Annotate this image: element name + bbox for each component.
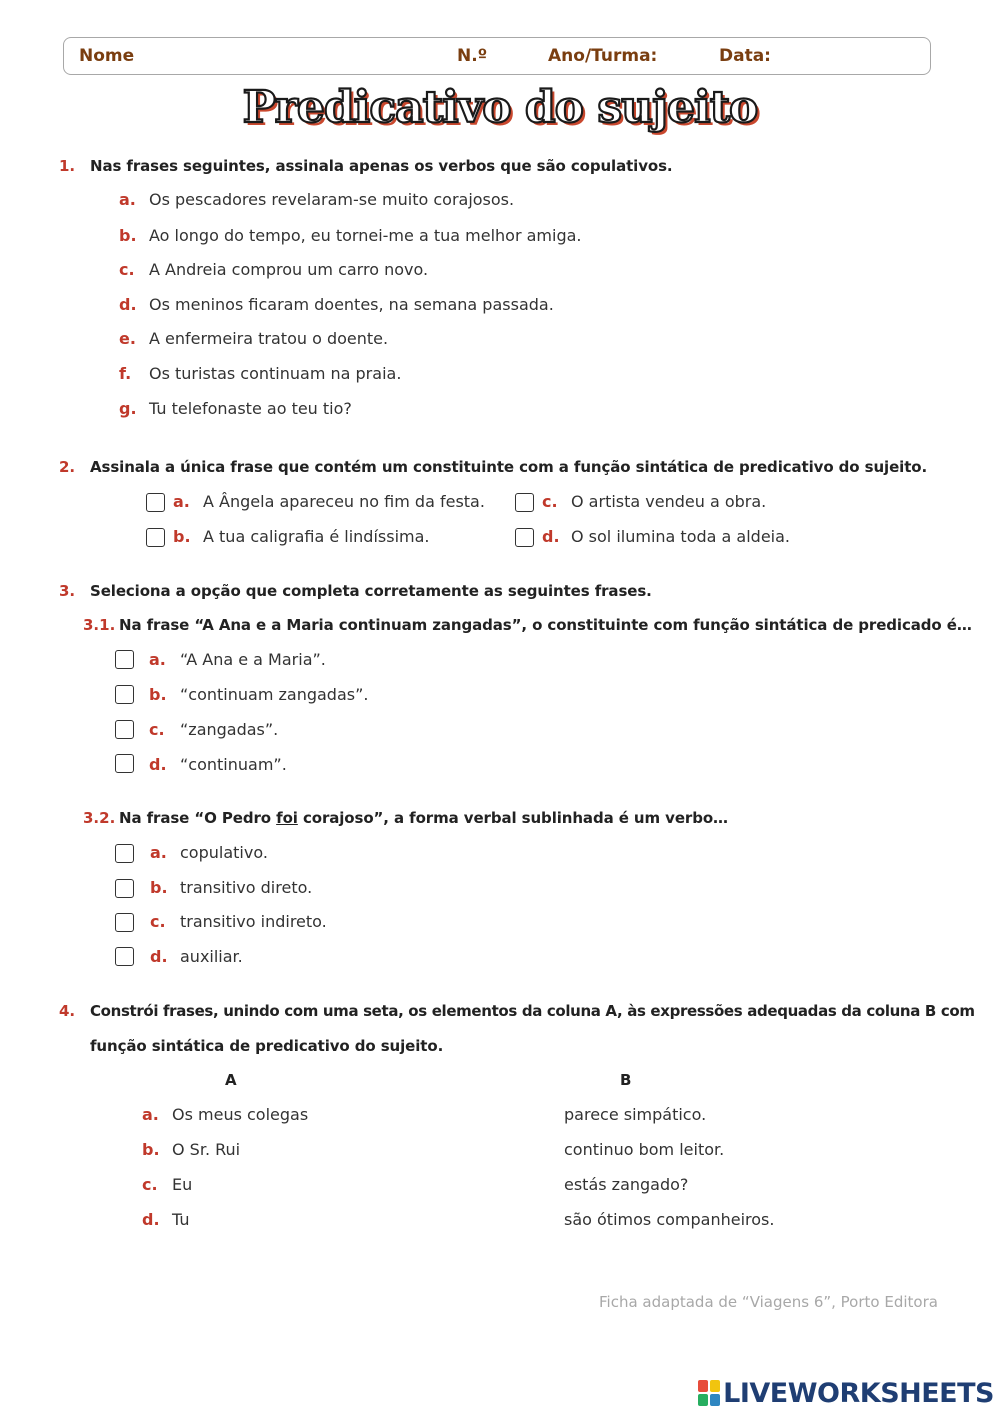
- col-a-item[interactable]: Eu: [172, 1175, 193, 1194]
- col-a-item[interactable]: O Sr. Rui: [172, 1140, 241, 1159]
- q1-item-label: g.: [119, 399, 137, 418]
- q2-number: 2.: [59, 458, 76, 476]
- col-b-item[interactable]: continuo bom leitor.: [564, 1140, 725, 1159]
- q2-option-label: c.: [542, 492, 558, 511]
- col-a-label: b.: [142, 1140, 160, 1159]
- q1-item-label: c.: [119, 260, 135, 279]
- q3-2-text: Na frase “O Pedro foi corajoso”, a forma verbal sublinhada é um verbo…: [119, 809, 728, 827]
- q3-1-option-label: d.: [149, 755, 167, 774]
- source-credit: Ficha adaptada de “Viagens 6”, Porto Editora: [599, 1293, 938, 1311]
- col-b-item[interactable]: estás zangado?: [564, 1175, 689, 1194]
- q3-2-number: 3.2.: [83, 809, 116, 827]
- liveworksheets-logo: [698, 1378, 994, 1408]
- q3-1-checkbox-d[interactable]: [115, 754, 134, 773]
- q2-option-text: O sol ilumina toda a aldeia.: [571, 527, 791, 546]
- q3-1-checkbox-c[interactable]: [115, 720, 134, 739]
- date-label: Data:: [719, 46, 771, 66]
- q3-1-number: 3.1.: [83, 616, 116, 634]
- class-label: Ano/Turma:: [548, 46, 658, 66]
- q2-checkbox-b[interactable]: [146, 528, 165, 547]
- q3-text: Seleciona a opção que completa corretamente as seguintes frases.: [90, 582, 652, 600]
- q4-text-line2: função sintática de predicativo do sujeito.: [90, 1037, 444, 1055]
- page-title: Predicativo do sujeito: [242, 82, 758, 133]
- q3-1-checkbox-b[interactable]: [115, 685, 134, 704]
- q3-2-checkbox-a[interactable]: [115, 844, 134, 863]
- q3-2-checkbox-b[interactable]: [115, 879, 134, 898]
- q2-checkbox-d[interactable]: [515, 528, 534, 547]
- col-a-item[interactable]: Tu: [172, 1210, 190, 1229]
- col-a-label: a.: [142, 1105, 159, 1124]
- q3-1-option-label: b.: [149, 685, 167, 704]
- q1-item-text[interactable]: A Andreia comprou um carro novo.: [149, 260, 429, 279]
- q2-checkbox-c[interactable]: [515, 493, 534, 512]
- brand-text: LIVEWORKSHEETS: [723, 1377, 994, 1409]
- q2-option-label: b.: [173, 527, 191, 546]
- q1-item-text[interactable]: Os meninos ficaram doentes, na semana passada.: [149, 295, 554, 314]
- q3-1-text: Na frase “A Ana e a Maria continuam zangadas”, o constituinte com função sintática de predicado é…: [119, 616, 972, 634]
- q3-1-option-text: “A Ana e a Maria”.: [180, 650, 326, 669]
- q3-2-option-label: b.: [150, 878, 168, 897]
- header-box: [63, 37, 931, 75]
- q1-item-label: f.: [119, 364, 132, 383]
- q3-1-checkbox-a[interactable]: [115, 650, 134, 669]
- q2-option-label: a.: [173, 492, 190, 511]
- q3-1-option-text: “zangadas”.: [180, 720, 279, 739]
- q4-text-line1: Constrói frases, unindo com uma seta, os elementos da coluna A, às expressões adequadas da coluna B com: [90, 1002, 975, 1020]
- logo-grid-icon: [698, 1380, 720, 1406]
- col-b-item[interactable]: são ótimos companheiros.: [564, 1210, 775, 1229]
- q3-1-option-label: a.: [149, 650, 166, 669]
- q1-item-text[interactable]: Ao longo do tempo, eu tornei-me a tua melhor amiga.: [149, 226, 582, 245]
- q2-option-text: O artista vendeu a obra.: [571, 492, 767, 511]
- q2-text: Assinala a única frase que contém um constituinte com a função sintática de predicativo do sujeito.: [90, 458, 928, 476]
- q1-item-text[interactable]: A enfermeira tratou o doente.: [149, 329, 389, 348]
- q1-text: Nas frases seguintes, assinala apenas os verbos que são copulativos.: [90, 157, 673, 175]
- q3-2-option-text: copulativo.: [180, 843, 268, 862]
- underlined-verb: foi: [276, 809, 298, 827]
- q1-item-text[interactable]: Tu telefonaste ao teu tio?: [149, 399, 352, 418]
- q2-option-text: A Ângela apareceu no fim da festa.: [203, 492, 485, 511]
- column-b-header: B: [620, 1071, 632, 1089]
- q1-item-label: a.: [119, 190, 136, 209]
- q1-item-text[interactable]: Os pescadores revelaram-se muito corajosos.: [149, 190, 515, 209]
- q3-2-option-text: transitivo direto.: [180, 878, 313, 897]
- q1-item-text[interactable]: Os turistas continuam na praia.: [149, 364, 402, 383]
- q3-2-option-text: transitivo indireto.: [180, 912, 327, 931]
- col-a-label: c.: [142, 1175, 158, 1194]
- q1-item-label: e.: [119, 329, 136, 348]
- col-a-label: d.: [142, 1210, 160, 1229]
- q3-1-option-label: c.: [149, 720, 165, 739]
- q3-2-checkbox-c[interactable]: [115, 913, 134, 932]
- q3-number: 3.: [59, 582, 76, 600]
- q2-option-text: A tua caligrafia é lindíssima.: [203, 527, 430, 546]
- q1-item-label: d.: [119, 295, 137, 314]
- q3-2-option-label: d.: [150, 947, 168, 966]
- q3-2-option-label: c.: [150, 912, 166, 931]
- q3-2-option-label: a.: [150, 843, 167, 862]
- q2-option-label: d.: [542, 527, 560, 546]
- col-b-item[interactable]: parece simpático.: [564, 1105, 707, 1124]
- name-label: Nome: [79, 46, 135, 66]
- q3-1-option-text: “continuam zangadas”.: [180, 685, 369, 704]
- q1-item-label: b.: [119, 226, 137, 245]
- q2-checkbox-a[interactable]: [146, 493, 165, 512]
- number-label: N.º: [457, 46, 488, 66]
- q4-number: 4.: [59, 1002, 76, 1020]
- q3-2-option-text: auxiliar.: [180, 947, 243, 966]
- col-a-item[interactable]: Os meus colegas: [172, 1105, 309, 1124]
- q3-2-checkbox-d[interactable]: [115, 947, 134, 966]
- column-a-header: A: [225, 1071, 237, 1089]
- q1-number: 1.: [59, 157, 76, 175]
- q3-1-option-text: “continuam”.: [180, 755, 287, 774]
